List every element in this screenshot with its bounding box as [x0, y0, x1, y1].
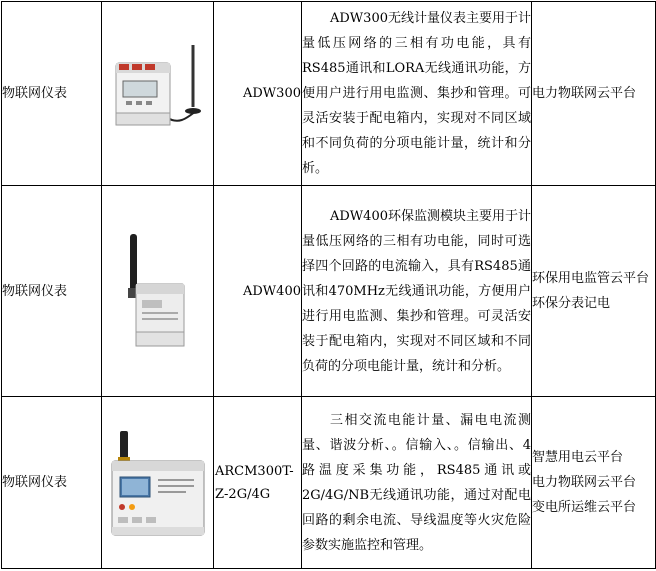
- description-text: 三相交流电能计量、漏电电流测量、谐波分析、。信输入、。信输出、4路温度采集功能，RS485通讯或2G/4G/NB无线通讯功能，通过对配电回路的剩余电流、导线温度等火灾危险参数实施监控和管理。: [302, 412, 531, 553]
- description-cell: [302, 2, 532, 186]
- arcm300-detector-icon: [106, 423, 210, 543]
- platform-cell: [532, 397, 656, 569]
- model-cell: ADW300: [214, 2, 302, 186]
- table-row: [2, 186, 656, 397]
- platform-name: 电力物联网云平台: [532, 475, 637, 490]
- adw400-module-icon: [106, 226, 210, 356]
- platform-name: 变电所运维云平台: [532, 500, 637, 515]
- model-cell: ARCM300T-Z-2G/4G: [214, 397, 302, 569]
- product-image-cell: [102, 2, 214, 186]
- table-row: [2, 2, 656, 186]
- description-text: ADW300无线计量仪表主要用于计量低压网络的三相有功电能，具有RS485通讯和LORA无线通讯功能，方便用户进行用电监测、集抄和管理。可灵活安装于配电箱内，实现对不同区域和不同负荷的分项电能计量，统计和分析。: [302, 11, 531, 176]
- platform-cell: [532, 2, 656, 186]
- adw300-meter-icon: [106, 39, 210, 149]
- platform-name: 环保用电监管云平台: [532, 271, 650, 286]
- description-cell: [302, 397, 532, 569]
- description-text: ADW400环保监测模块主要用于计量低压网络的三相有功电能，同时可选择四个回路的电流输入，具有RS485通讯和470MHz无线通讯功能，方便用户进行用电监测、集抄和管理。可灵活安装于配电箱内，实现对不同区域和不同负荷的分项电能计量，统计和分析。: [302, 208, 531, 374]
- category-cell: 物联网仪表: [2, 2, 102, 186]
- platform-name: 电力物联网云平台: [532, 86, 637, 101]
- model-cell: ADW400: [214, 186, 302, 397]
- platform-cell: [532, 186, 656, 397]
- category-cell: 物联网仪表: [2, 397, 102, 569]
- table-row: [2, 397, 656, 569]
- product-table: [1, 1, 656, 569]
- product-image-cell: [102, 397, 214, 569]
- platform-name: 环保分表记电: [532, 296, 611, 311]
- product-image-cell: [102, 186, 214, 397]
- platform-name: 智慧用电云平台: [532, 450, 624, 465]
- description-cell: [302, 186, 532, 397]
- category-cell: 物联网仪表: [2, 186, 102, 397]
